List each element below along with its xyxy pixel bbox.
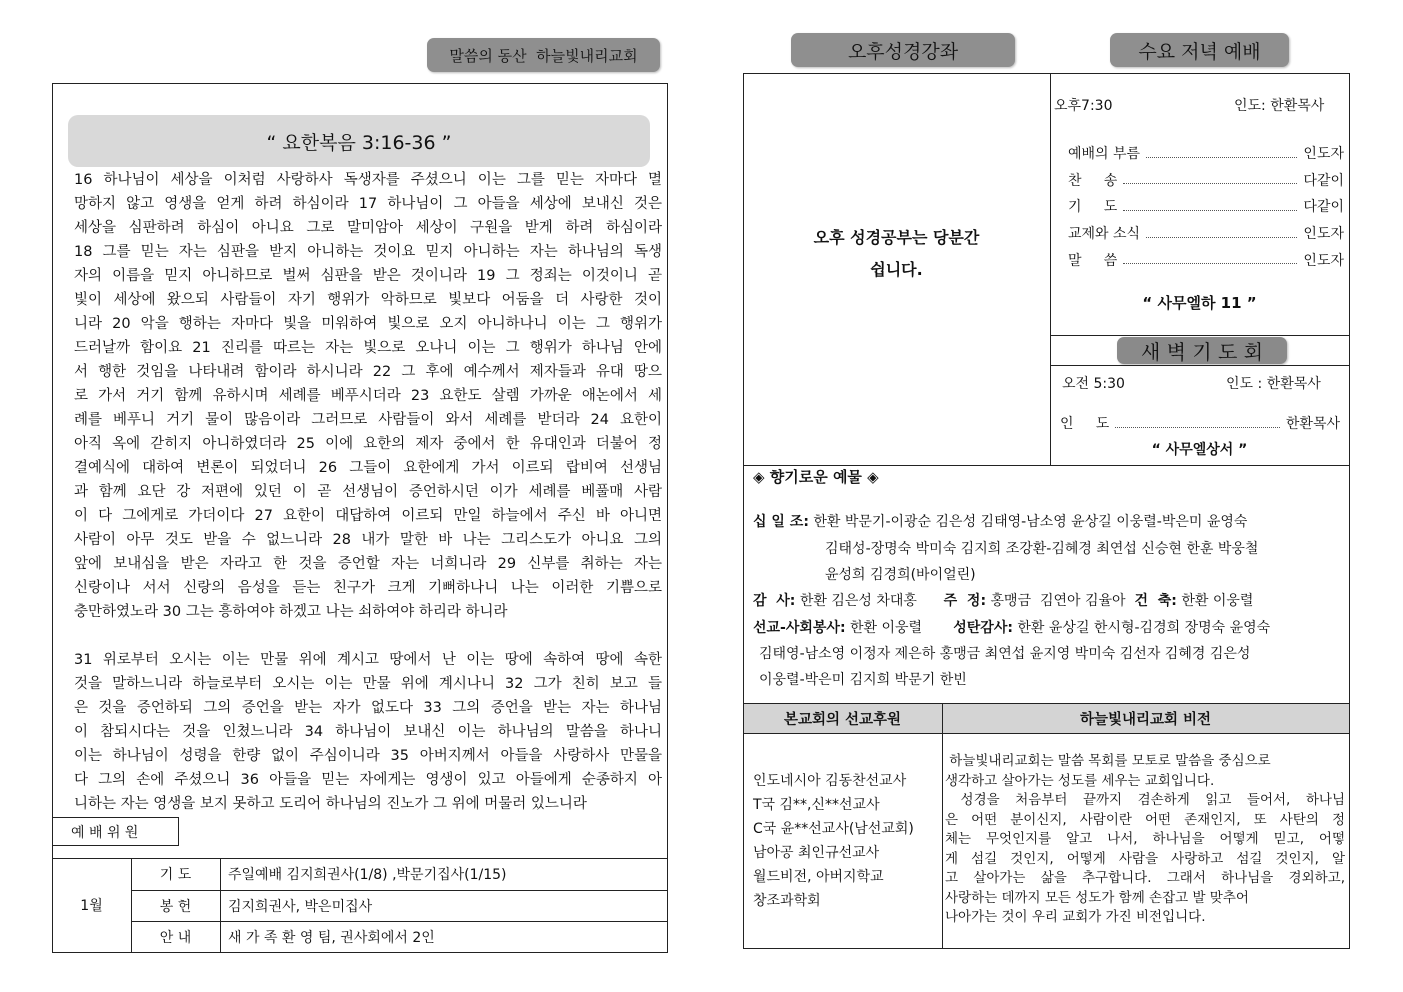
vision-line: 나아가는 것이 우리 교회가 가진 비전입니다. xyxy=(945,909,1206,925)
mission-item: T국 김**,신**선교사 xyxy=(753,797,880,813)
scripture-line: 과 함께 요단 강 저편에 있던 이 곧 선생님이 증언하시던 이가 세례를 베풀매 사람 xyxy=(74,484,662,500)
vision-line: 성경을 처음부터 끝까지 겸손하게 읽고 들어서, 하나님 xyxy=(945,792,1345,808)
dotted-leader xyxy=(1146,229,1297,238)
vision-line: 게 섬길 것인지, 어떻게 사람을 사랑하고 섬길 것인지, 알 xyxy=(945,850,1345,867)
thanks-line: 감 사: 한환 김은성 차대홍 주 정: 홍맹금 김연아 김율아 건 축: 한환 이웅렬 xyxy=(753,593,1254,609)
committee-role: 기 도 xyxy=(159,867,192,883)
order-item xyxy=(1068,196,1344,216)
scripture-line: 세상을 심판하려 하심이 아니요 그로 말미암아 세상이 구원을 받게 하려 하심이라 xyxy=(74,220,662,236)
dotted-leader xyxy=(1146,149,1297,158)
vision-line: 체는 무엇인지를 알고 나서, 하나님을 어떻게 믿고, 어떻 xyxy=(945,831,1345,847)
wednesday-time: 오후7:30 xyxy=(1054,98,1113,114)
mission-item: 월드비전, 아버지학교 xyxy=(753,869,884,885)
tithe-line: 김태성-장명숙 박미숙 김지희 조강환-김혜경 최연섭 신승현 한훈 박웅철 xyxy=(825,541,1259,557)
scripture-line: 결예식에 대하여 변론이 되었더니 26 그들이 요한에게 가서 이르되 랍비여 선생님 xyxy=(74,460,662,476)
mission-item: 창조과학회 xyxy=(753,893,821,909)
dotted-leader xyxy=(1123,255,1297,264)
order-item xyxy=(1068,250,1344,270)
order-item-name: 교제와 소식 xyxy=(1068,226,1141,243)
order-item-by: 다같이 xyxy=(1303,199,1344,216)
wednesday-leader: 인도: 한환목사 xyxy=(1234,98,1325,114)
committee-label-box: 예 배 위 원 xyxy=(52,817,179,846)
order-item-by: 인도자 xyxy=(1303,226,1344,243)
dotted-leader xyxy=(1123,175,1297,184)
scripture-line: 것을 말하느니라 하늘로부터 오시는 이는 만물 위에 계시나니 32 그가 친히 보고 들 xyxy=(74,676,662,692)
wednesday-service-badge: 수요 저녁 예배 xyxy=(1110,33,1289,67)
scripture-line: 18 그를 믿는 자는 심판을 받지 아니하는 것이요 믿지 아니하는 자는 하나님의 독생 xyxy=(74,244,662,260)
afternoon-study-badge: 오후성경강좌 xyxy=(791,33,1015,67)
order-item-by: 인도자 xyxy=(1303,146,1344,162)
scripture-line: 서 행한 것임을 나타내려 함이라 하시니라 22 그 후에 예수께서 제자들과 유대 땅으 xyxy=(74,364,662,380)
tithe-line: 윤성희 김경희(바이얼린) xyxy=(825,567,976,583)
mission-item: 남아공 최인규선교사 xyxy=(753,845,880,861)
committee-month: 1월 xyxy=(80,898,103,914)
order-item-by: 인도자 xyxy=(1303,252,1344,269)
vision-line: 사랑하는 데까지 모든 성도가 함께 손잡고 발 맞추어 xyxy=(945,889,1249,906)
order-item-name: 기 도 xyxy=(1068,199,1118,216)
offering-title: ◈ 향기로운 예물 ◈ xyxy=(753,468,879,486)
church-name-badge: 말씀의 동산 하늘빛내리교회 xyxy=(427,38,660,72)
scripture-line: 아직 옥에 갇히지 아니하였더라 25 이에 요한의 제자 중에서 한 유대인과 더불어 정 xyxy=(74,436,662,452)
scripture-line: 이 참되시다는 것을 인쳤느니라 34 하나님이 보내신 이는 하나님의 말씀을 하나니 xyxy=(74,724,662,740)
divider xyxy=(220,858,221,952)
order-item-name: 예배의 부름 xyxy=(1068,146,1141,162)
order-item-name: 찬 송 xyxy=(1068,172,1118,189)
divider xyxy=(743,733,1350,734)
scripture-line: 사람이 아무 것도 받을 수 없느니라 28 내가 말한 바 나는 그리스도가 아니요 그의 xyxy=(74,532,662,548)
mission-line: 선교-사회봉사: 한환 이웅렬 성탄감사: 한환 윤상길 한시형-김경희 장명숙 윤영숙 xyxy=(753,620,1271,636)
vision-line: 하늘빛내리교회는 말씀 목회를 모토로 말씀을 중심으로 xyxy=(945,753,1271,769)
dawn-leader: 인도 : 한환목사 xyxy=(1226,376,1321,392)
committee-value: 김지희권사, 박은미집사 xyxy=(228,898,373,915)
missions-header: 본교회의 선교후원 xyxy=(783,712,902,728)
scripture-line: 다 그의 손에 주셨으니 36 아들을 믿는 자에게는 영생이 있고 아들에게 순종하지 아 xyxy=(74,772,662,788)
dawn-time: 오전 5:30 xyxy=(1062,376,1125,392)
divider xyxy=(1050,365,1350,366)
dawn-prayer-badge: 새 벽 기 도 회 xyxy=(1117,337,1287,364)
vision-line: 은 어떤 분이신지, 사람이란 어떤 존재인지, 또 사탄의 정 xyxy=(945,811,1345,828)
scripture-line: 이는 하나님이 성령을 한량 없이 주심이니라 35 아버지께서 아들을 사랑하사 만물을 xyxy=(74,748,662,764)
divider xyxy=(942,703,943,949)
order-item-by: 다같이 xyxy=(1303,172,1344,189)
christmas-line: 이웅렬-박은미 김지희 박문기 한빈 xyxy=(759,672,967,688)
committee-role: 봉 헌 xyxy=(159,898,192,915)
tithe-line: 십 일 조: 한환 박문기-이광순 김은성 김태영-남소영 윤상길 이웅렬-박은미 윤영숙 xyxy=(753,514,1248,530)
afternoon-notice: 오후 성경공부는 당분간 쉽니다. xyxy=(813,228,980,279)
committee-role: 안 내 xyxy=(159,929,192,946)
scripture-line: 례를 베푸니 거기 물이 많음이라 그러므로 사람들이 와서 세례를 받더라 24 요한이 xyxy=(74,412,662,428)
scripture-line: 니하는 자는 영생을 보지 못하고 도리어 하나님의 진노가 그 위에 머물러 있느니라 xyxy=(74,796,587,812)
order-item xyxy=(1068,170,1344,190)
scripture-line: 16 하나님이 세상을 이처럼 사랑하사 독생자를 주셨으니 이는 그를 믿는 자마다 멸 xyxy=(74,172,662,188)
missions-list xyxy=(753,769,914,913)
scripture-title: “ 요한복음 3:16-36 ” xyxy=(68,115,650,167)
wednesday-passage: “ 사무엘하 11 ” xyxy=(1142,294,1257,312)
scripture-line: 로 가서 거기 함께 유하시며 세례를 베푸시더라 23 요한도 살렘 가까운 애논에서 세 xyxy=(74,388,662,404)
scripture-line: 은 것을 증언하되 그의 증언을 받는 자가 없도다 33 그의 증언을 받는 자는 하나님 xyxy=(74,700,662,716)
scripture-line: 드러날까 함이요 21 진리를 따르는 자는 빛으로 오나니 이는 그 행위가 하나님 안에 xyxy=(74,340,662,356)
scripture-line: 앞에 보내심을 받은 자라고 한 것을 증언할 자는 너희니라 29 신부를 취하는 자는 xyxy=(74,556,662,572)
scripture-line: 자의 이름을 믿지 아니하므로 벌써 심판을 받은 것이니라 19 그 정죄는 이것이니 곧 xyxy=(74,268,662,284)
scripture-line: 니라 20 악을 행하는 자마다 빛을 미워하여 빛으로 오지 아니하나니 이는 그 행위가 xyxy=(74,316,662,332)
dotted-leader xyxy=(1123,202,1297,211)
scripture-line: 망하지 않고 영생을 얻게 하려 하심이라 17 하나님이 그 아들을 세상에 보내신 것은 xyxy=(74,196,662,212)
scripture-line: 빛이 세상에 왔으되 사람들이 자기 행위가 악하므로 빛보다 어둠을 더 사랑한 것이 xyxy=(74,292,662,308)
scripture-line: 충만하였노라 30 그는 흥하여야 하겠고 나는 쇠하여야 하리라 하니라 xyxy=(74,604,508,620)
mission-item: 인도네시아 김동찬선교사 xyxy=(753,773,907,789)
christmas-line: 김태영-남소영 이정자 제은하 홍맹금 최연섭 윤지영 박미숙 김선자 김혜경 김은성 xyxy=(759,646,1251,662)
scripture-line: 이 다 그에게로 가더이다 27 요한이 대답하여 이르되 만일 하늘에서 주신 바 아니면 xyxy=(74,508,662,524)
vision-line: 고 살아가는 삶을 추구합니다. 그래서 하나님을 경외하고, xyxy=(945,870,1345,886)
dawn-passage: “ 사무엘상서 ” xyxy=(1151,442,1248,458)
order-item xyxy=(1068,223,1344,243)
committee-value: 새 가 족 환 영 팀, 권사회에서 2인 xyxy=(228,929,435,946)
scripture-line: 31 위로부터 오시는 이는 만물 위에 계시고 땅에서 난 이는 땅에 속하여 땅에 속한 xyxy=(74,652,662,668)
scripture-line: 신랑이나 서서 신랑의 음성을 듣는 친구가 크게 기뻐하나니 나는 이러한 기쁨으로 xyxy=(74,580,662,596)
vision-header: 하늘빛내리교회 비전 xyxy=(1079,712,1212,728)
vision-text xyxy=(945,752,1345,928)
order-item xyxy=(1068,143,1344,163)
committee-value: 주일예배 김지희권사(1/8) ,박문기집사(1/15) xyxy=(228,867,507,883)
mission-item: C국 윤**선교사(남선교회) xyxy=(753,821,914,837)
dawn-order-item: 인 도 한환목사 xyxy=(1060,416,1340,432)
vision-line: 생각하고 살아가는 성도를 세우는 교회입니다. xyxy=(945,772,1215,789)
order-item-name: 말 씀 xyxy=(1068,252,1118,269)
divider xyxy=(1050,73,1051,465)
